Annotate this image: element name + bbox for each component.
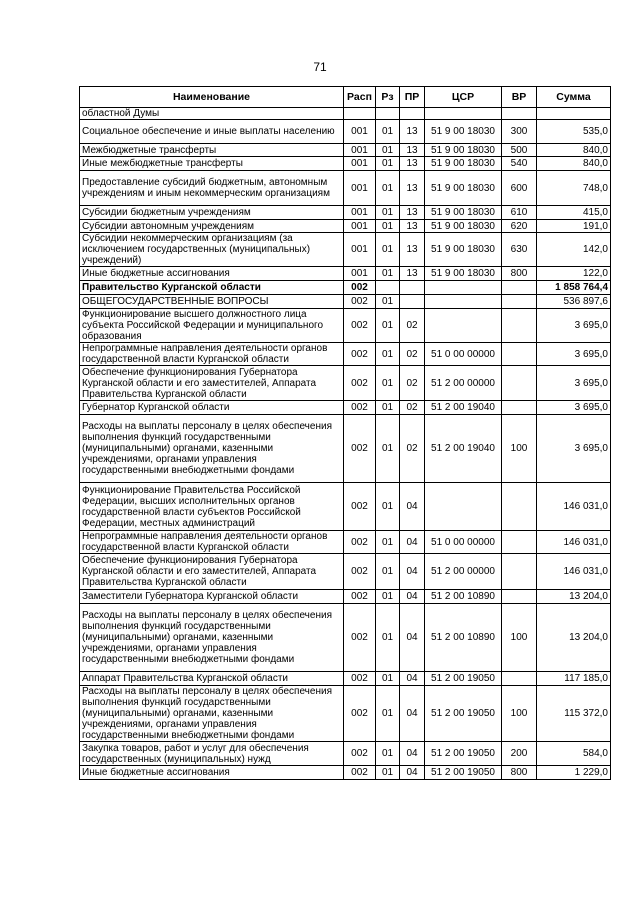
cell-rz: 01: [376, 157, 400, 171]
cell-sum: 146 031,0: [537, 554, 611, 590]
cell-vr: 620: [502, 220, 537, 233]
cell-rz: 01: [376, 531, 400, 554]
cell-name: Губернатор Курганской области: [80, 401, 344, 415]
cell-sum: 536 897,6: [537, 295, 611, 309]
cell-rz: 01: [376, 120, 400, 144]
cell-csr: 51 9 00 18030: [425, 220, 502, 233]
cell-csr: 51 2 00 19050: [425, 672, 502, 686]
table-row: [80, 108, 611, 120]
cell-sum: 115 372,0: [537, 686, 611, 742]
cell-rasp: 001: [344, 233, 376, 267]
cell-name: Иные межбюджетные трансферты: [80, 157, 344, 171]
table-row: [80, 281, 611, 295]
table-row: [80, 343, 611, 366]
cell-sum: 1 858 764,4: [537, 281, 611, 295]
cell-name: Обеспечение функционирования Губернатора Курганской области и его заместителей, Аппарата Правительства Курганской области: [80, 554, 344, 590]
table-row: [80, 686, 611, 742]
cell-sum: 191,0: [537, 220, 611, 233]
page-number: 71: [313, 60, 327, 74]
cell-pr: 02: [400, 343, 425, 366]
table-row: [80, 171, 611, 206]
cell-sum: 146 031,0: [537, 531, 611, 554]
cell-sum: 535,0: [537, 120, 611, 144]
cell-csr: 51 2 00 19050: [425, 742, 502, 766]
cell-rz: 01: [376, 144, 400, 157]
cell-sum: 142,0: [537, 233, 611, 267]
cell-name: Аппарат Правительства Курганской области: [80, 672, 344, 686]
cell-vr: 800: [502, 267, 537, 281]
cell-rz: 01: [376, 206, 400, 220]
cell-name: Субсидии некоммерческим организациям (за исключением государственных (муниципальных) учреждений): [80, 233, 344, 267]
cell-pr: 04: [400, 766, 425, 780]
cell-pr: 13: [400, 144, 425, 157]
cell-name: Межбюджетные трансферты: [80, 144, 344, 157]
cell-rasp: 002: [344, 686, 376, 742]
cell-vr: 200: [502, 742, 537, 766]
cell-sum: 840,0: [537, 144, 611, 157]
cell-vr: 100: [502, 415, 537, 483]
table-row: [80, 120, 611, 144]
cell-csr: 51 9 00 18030: [425, 267, 502, 281]
cell-name: Расходы на выплаты персоналу в целях обеспечения выполнения функций государственными (муниципальными) органами, казенными учреждениями, органами управления государственными внебюджетными фондами: [80, 604, 344, 672]
cell-rasp: 001: [344, 171, 376, 206]
cell-rz: 01: [376, 220, 400, 233]
cell-csr: 51 2 00 00000: [425, 554, 502, 590]
cell-vr: [502, 590, 537, 604]
cell-rz: 01: [376, 343, 400, 366]
cell-vr: [502, 295, 537, 309]
cell-sum: 1 229,0: [537, 766, 611, 780]
cell-rz: 01: [376, 604, 400, 672]
cell-rz: 01: [376, 483, 400, 531]
cell-pr: 13: [400, 220, 425, 233]
cell-pr: 02: [400, 415, 425, 483]
cell-csr: 51 2 00 19040: [425, 401, 502, 415]
cell-rasp: 001: [344, 157, 376, 171]
cell-name: Функционирование высшего должностного лица субъекта Российской Федерации и муниципального образования: [80, 309, 344, 343]
cell-rasp: 002: [344, 343, 376, 366]
cell-sum: 3 695,0: [537, 415, 611, 483]
cell-sum: [537, 108, 611, 120]
cell-rasp: 001: [344, 144, 376, 157]
cell-rasp: 002: [344, 415, 376, 483]
cell-name: Обеспечение функционирования Губернатора Курганской области и его заместителей, Аппарата Правительства Курганской области: [80, 366, 344, 401]
cell-vr: 600: [502, 171, 537, 206]
table-row: [80, 483, 611, 531]
cell-name: Непрограммные направления деятельности органов государственной власти Курганской области: [80, 343, 344, 366]
cell-rz: 01: [376, 766, 400, 780]
cell-csr: 51 9 00 18030: [425, 171, 502, 206]
cell-csr: 51 9 00 18030: [425, 157, 502, 171]
cell-csr: [425, 108, 502, 120]
cell-name: Расходы на выплаты персоналу в целях обеспечения выполнения функций государственными (муниципальными) органами, казенными учреждениями, органами управления государственными внебюджетными фондами: [80, 415, 344, 483]
cell-vr: 610: [502, 206, 537, 220]
table-row: [80, 604, 611, 672]
cell-name: Социальное обеспечение и иные выплаты населению: [80, 120, 344, 144]
cell-rz: 01: [376, 233, 400, 267]
cell-rasp: 002: [344, 531, 376, 554]
cell-vr: [502, 309, 537, 343]
cell-sum: 584,0: [537, 742, 611, 766]
cell-rz: 01: [376, 171, 400, 206]
cell-pr: 02: [400, 401, 425, 415]
cell-sum: 748,0: [537, 171, 611, 206]
cell-pr: 02: [400, 366, 425, 401]
cell-pr: 04: [400, 590, 425, 604]
cell-sum: 415,0: [537, 206, 611, 220]
cell-vr: 500: [502, 144, 537, 157]
cell-vr: [502, 366, 537, 401]
cell-rz: 01: [376, 742, 400, 766]
cell-pr: 04: [400, 554, 425, 590]
cell-name: Предоставление субсидий бюджетным, автономным учреждениям и иным некоммерческим организациям: [80, 171, 344, 206]
cell-rasp: 002: [344, 554, 376, 590]
cell-csr: [425, 281, 502, 295]
cell-name: Иные бюджетные ассигнования: [80, 766, 344, 780]
cell-vr: [502, 108, 537, 120]
cell-sum: 3 695,0: [537, 366, 611, 401]
table-row: [80, 157, 611, 171]
cell-vr: 300: [502, 120, 537, 144]
header-rasp: Расп: [344, 87, 376, 108]
cell-csr: [425, 295, 502, 309]
cell-csr: 51 2 00 19050: [425, 686, 502, 742]
table-row: [80, 531, 611, 554]
cell-csr: 51 9 00 18030: [425, 120, 502, 144]
table-row: [80, 233, 611, 267]
cell-rz: [376, 281, 400, 295]
cell-pr: 13: [400, 120, 425, 144]
cell-name: Правительство Курганской области: [80, 281, 344, 295]
cell-rz: 01: [376, 309, 400, 343]
cell-pr: 04: [400, 531, 425, 554]
cell-csr: 51 2 00 10890: [425, 604, 502, 672]
cell-csr: [425, 483, 502, 531]
cell-vr: [502, 281, 537, 295]
cell-vr: [502, 672, 537, 686]
cell-rasp: 002: [344, 366, 376, 401]
cell-sum: 13 204,0: [537, 590, 611, 604]
cell-rasp: 002: [344, 590, 376, 604]
cell-rasp: 002: [344, 295, 376, 309]
cell-sum: 122,0: [537, 267, 611, 281]
header-sum: Сумма: [537, 87, 611, 108]
cell-name: Субсидии автономным учреждениям: [80, 220, 344, 233]
cell-vr: 800: [502, 766, 537, 780]
table-row: [80, 590, 611, 604]
cell-csr: 51 2 00 19050: [425, 766, 502, 780]
cell-name: Функционирование Правительства Российской Федерации, высших исполнительных органов государственной власти субъектов Российской Федерации, местных администраций: [80, 483, 344, 531]
cell-rasp: 001: [344, 120, 376, 144]
cell-rz: 01: [376, 401, 400, 415]
cell-rz: [376, 108, 400, 120]
table-row: [80, 401, 611, 415]
table-row: [80, 766, 611, 780]
table-row: [80, 309, 611, 343]
cell-vr: 540: [502, 157, 537, 171]
cell-name: Субсидии бюджетным учреждениям: [80, 206, 344, 220]
cell-pr: 04: [400, 672, 425, 686]
cell-pr: 04: [400, 483, 425, 531]
cell-rasp: 001: [344, 220, 376, 233]
cell-pr: 04: [400, 686, 425, 742]
cell-csr: 51 2 00 00000: [425, 366, 502, 401]
cell-rasp: 002: [344, 672, 376, 686]
cell-vr: 630: [502, 233, 537, 267]
table-row: [80, 672, 611, 686]
cell-rz: 01: [376, 295, 400, 309]
cell-csr: 51 9 00 18030: [425, 144, 502, 157]
cell-rz: 01: [376, 415, 400, 483]
cell-csr: 51 0 00 00000: [425, 343, 502, 366]
cell-rz: 01: [376, 366, 400, 401]
cell-rz: 01: [376, 267, 400, 281]
budget-table: [79, 86, 611, 780]
cell-name: областной Думы: [80, 108, 344, 120]
header-vr: ВР: [502, 87, 537, 108]
table-row: [80, 366, 611, 401]
cell-pr: 13: [400, 206, 425, 220]
cell-rasp: 002: [344, 766, 376, 780]
cell-pr: 04: [400, 604, 425, 672]
cell-rasp: 002: [344, 742, 376, 766]
cell-rasp: 002: [344, 281, 376, 295]
cell-name: Закупка товаров, работ и услуг для обеспечения государственных (муниципальных) нужд: [80, 742, 344, 766]
table-row: [80, 206, 611, 220]
cell-pr: 13: [400, 233, 425, 267]
cell-sum: 3 695,0: [537, 401, 611, 415]
table-row: [80, 220, 611, 233]
cell-pr: [400, 295, 425, 309]
cell-name: Расходы на выплаты персоналу в целях обеспечения выполнения функций государственными (муниципальными) органами, казенными учреждениями, органами управления государственными внебюджетными фондами: [80, 686, 344, 742]
cell-rasp: 002: [344, 401, 376, 415]
cell-rasp: 001: [344, 267, 376, 281]
cell-name: Иные бюджетные ассигнования: [80, 267, 344, 281]
cell-vr: [502, 343, 537, 366]
cell-vr: [502, 554, 537, 590]
cell-name: Непрограммные направления деятельности органов государственной власти Курганской области: [80, 531, 344, 554]
table-row: [80, 415, 611, 483]
cell-sum: 117 185,0: [537, 672, 611, 686]
table-row: [80, 144, 611, 157]
cell-sum: 3 695,0: [537, 309, 611, 343]
cell-csr: 51 2 00 10890: [425, 590, 502, 604]
cell-sum: 840,0: [537, 157, 611, 171]
cell-csr: 51 9 00 18030: [425, 233, 502, 267]
cell-csr: 51 0 00 00000: [425, 531, 502, 554]
cell-sum: 146 031,0: [537, 483, 611, 531]
cell-rasp: 002: [344, 483, 376, 531]
cell-name: ОБЩЕГОСУДАРСТВЕННЫЕ ВОПРОСЫ: [80, 295, 344, 309]
cell-vr: 100: [502, 686, 537, 742]
cell-pr: 13: [400, 267, 425, 281]
cell-csr: 51 9 00 18030: [425, 206, 502, 220]
table-row: [80, 554, 611, 590]
cell-rz: 01: [376, 672, 400, 686]
cell-csr: 51 2 00 19040: [425, 415, 502, 483]
cell-rasp: 002: [344, 309, 376, 343]
table-row: [80, 267, 611, 281]
cell-pr: [400, 281, 425, 295]
header-row: [80, 87, 611, 108]
cell-csr: [425, 309, 502, 343]
header-csr: ЦСР: [425, 87, 502, 108]
cell-rasp: 001: [344, 206, 376, 220]
cell-sum: 13 204,0: [537, 604, 611, 672]
cell-vr: [502, 531, 537, 554]
table-row: [80, 295, 611, 309]
table-row: [80, 742, 611, 766]
cell-rasp: [344, 108, 376, 120]
cell-pr: [400, 108, 425, 120]
header-pr: ПР: [400, 87, 425, 108]
cell-pr: 13: [400, 157, 425, 171]
cell-pr: 13: [400, 171, 425, 206]
cell-vr: [502, 401, 537, 415]
cell-pr: 02: [400, 309, 425, 343]
cell-sum: 3 695,0: [537, 343, 611, 366]
cell-rasp: 002: [344, 604, 376, 672]
header-name: Наименование: [80, 87, 344, 108]
header-rz: Рз: [376, 87, 400, 108]
cell-rz: 01: [376, 554, 400, 590]
cell-vr: 100: [502, 604, 537, 672]
cell-name: Заместители Губернатора Курганской области: [80, 590, 344, 604]
cell-pr: 04: [400, 742, 425, 766]
cell-rz: 01: [376, 590, 400, 604]
cell-vr: [502, 483, 537, 531]
cell-rz: 01: [376, 686, 400, 742]
